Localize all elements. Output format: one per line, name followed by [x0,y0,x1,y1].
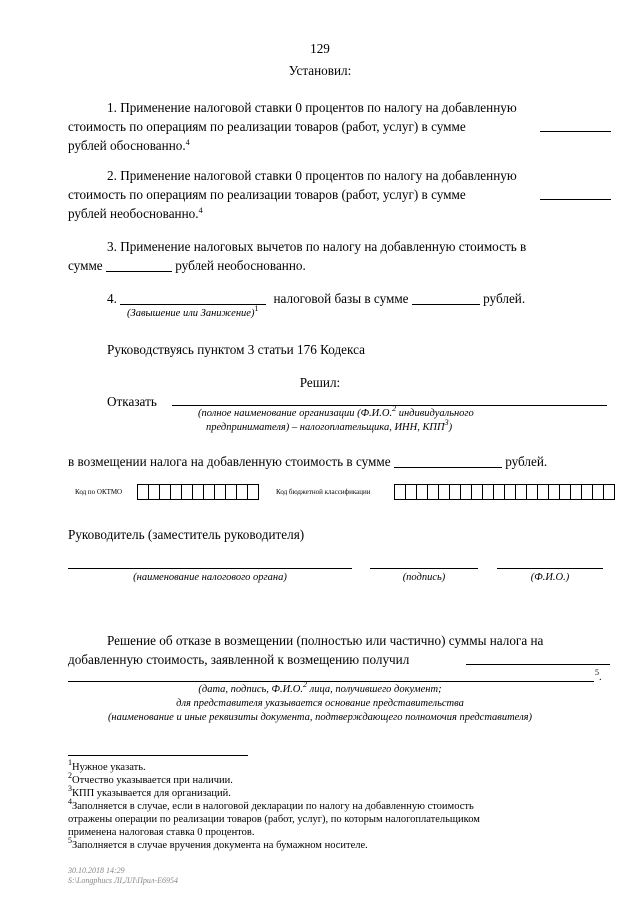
item4-hint-text: (Завышение или Занижение) [127,308,255,319]
footnotes [68,758,608,852]
item2-line1: 2. Применение налоговой ставки 0 процентов по налогу на добавленную [107,168,517,183]
refund-amount-blank[interactable] [394,454,502,468]
heading-decided: Решил: [299,375,341,390]
footnote-item [68,836,608,852]
footnote-item [68,826,608,839]
footnote-item [68,758,608,774]
signature-caption: (подпись) [402,572,446,583]
kbk-digit-box[interactable] [603,484,615,500]
footnote-ref: 2 [303,680,308,689]
item4-amount-blank[interactable] [412,291,480,305]
item3-line2-end: рублей необоснованно. [175,258,306,273]
guided-by: Руководствуясь пунктом 3 статьи 176 Кодекса [107,342,365,357]
footnote-number: 5 [68,836,72,845]
footnote-item [68,771,608,787]
refuse-label: Отказать [107,394,157,409]
received-hint2: для представителя указывается основание представительства [176,698,464,709]
received-end: $^5$. [595,668,602,683]
item2-line3-text: рублей необоснованно. [68,206,199,221]
signature-blank[interactable] [370,568,478,569]
refund-line-text: в возмещении налога на добавленную стоимость в сумме [68,454,391,469]
fio-caption: (Ф.И.О.) [530,572,570,583]
page-number: 129 [310,41,330,56]
received-blank-1[interactable] [466,664,610,665]
stamp-line2: S:\Longphucs ЛІ,ЛЛ\Прил-E6954 [68,876,178,885]
stamp-line1: 30.10.2018 14:29 [68,866,125,875]
footnote-item [68,813,608,826]
received-hint3: (наименование и иные реквизиты документа, подтверждающего полномочия представителя) [107,712,533,723]
refuse-hint2 [206,418,453,433]
oktmo-boxes[interactable] [137,484,258,500]
item1-amount-blank[interactable] [540,131,611,132]
fio-caption-wrap [497,572,603,583]
footnote-number: 4 [68,797,72,806]
oktmo-digit-box[interactable] [247,484,259,500]
received-hint1-wrap [0,680,640,695]
item4-middle: налоговой базы в сумме [273,291,409,306]
item4-end: рублей. [483,291,526,306]
footnote-text: Нужное указать. [72,762,146,773]
footnote-ref: 2 [392,404,397,413]
received-hint1-end: лица, получившего документ; [307,684,442,695]
authority-caption: (наименование налогового органа) [133,572,287,583]
refund-line [68,453,547,470]
oktmo-label: Код по ОКТМО [75,488,123,496]
footnote-text: Отчество указывается при наличии. [72,775,233,786]
footnote-number: 1 [68,758,72,767]
item1-line3-text: рублей обоснованно. [68,138,186,153]
item3-sum-label: сумме [68,258,103,273]
refuse-org-blank[interactable] [172,405,607,406]
item2-line3 [68,205,203,222]
heading-established: Установил: [288,63,352,78]
refuse-hint2-end: ) [448,422,453,433]
signature-caption-wrap [370,572,478,583]
item2-line2: стоимость по операциям по реализации товаров (работ, услуг) в сумме [68,187,466,202]
footnote-number: 2 [68,771,72,780]
footnote-ref: 4 [185,138,190,147]
item3-amount-blank[interactable] [106,258,172,272]
item3-line1: 3. Применение налоговых вычетов по налогу на добавленную стоимость в [107,239,527,254]
head-title: Руководитель (заместитель руководителя) [68,527,305,542]
item4-type-blank[interactable] [120,291,266,305]
item4-line [107,290,525,307]
item1-line1: 1. Применение налоговой ставки 0 процентов по налогу на добавленную [107,100,517,115]
footnote-ref: 1 [254,304,259,313]
footnote-number: 3 [68,784,72,793]
footnote-ref: 4 [198,206,203,215]
footnote-ref: 3 [444,418,449,427]
received-hint1 [0,680,640,695]
item1-line2: стоимость по операциям по реализации товаров (работ, услуг) в сумме [68,119,466,134]
footnote-ref: 5 [595,668,599,677]
footnote-item [68,797,608,813]
item4-hint [127,304,259,319]
refund-line-end: рублей. [505,454,548,469]
refuse-hint2-text: предпринимателя) – налогоплательщика, ИНН, КПП [206,422,445,433]
received-blank-2[interactable] [68,681,594,682]
footnote-separator [68,755,248,756]
item2-amount-blank[interactable] [540,199,611,200]
refuse-hint1 [198,404,474,419]
kbk-label: Код бюджетной классификации [276,488,371,496]
received-line1: Решение об отказе в возмещении (полностью или частично) суммы налога на [107,633,544,648]
received-line2: добавленную стоимость, заявленной к возмещению получил [68,652,410,667]
footnote-text: Заполняется в случае вручения документа на бумажном носителе. [72,840,368,851]
footnote-text: КПП указывается для организаций. [72,788,231,799]
footnote-text: Заполняется в случае, если в налоговой декларации по налогу на добавленную стоимость [72,801,474,812]
footnote-text: применена налоговая ставка 0 процентов. [68,827,255,838]
item3-line2 [68,257,306,274]
item4-number: 4. [107,291,117,306]
received-hint2-wrap [0,698,640,709]
fio-blank[interactable] [497,568,603,569]
footnote-text: отражены операции по реализации товаров (работ, услуг), по которым налогоплательщиком [68,814,480,825]
received-hint1-text: (дата, подпись, Ф.И.О. [198,684,304,695]
refuse-hint1-text: (полное наименование организации (Ф.И.О. [198,408,393,419]
kbk-boxes[interactable] [394,484,614,500]
item1-line3 [68,137,190,154]
received-hint3-wrap [0,712,640,723]
refuse-hint1-end: индивидуального [396,408,474,419]
authority-blank[interactable] [68,568,352,569]
authority-caption-wrap [68,572,352,583]
footnote-item [68,784,608,800]
